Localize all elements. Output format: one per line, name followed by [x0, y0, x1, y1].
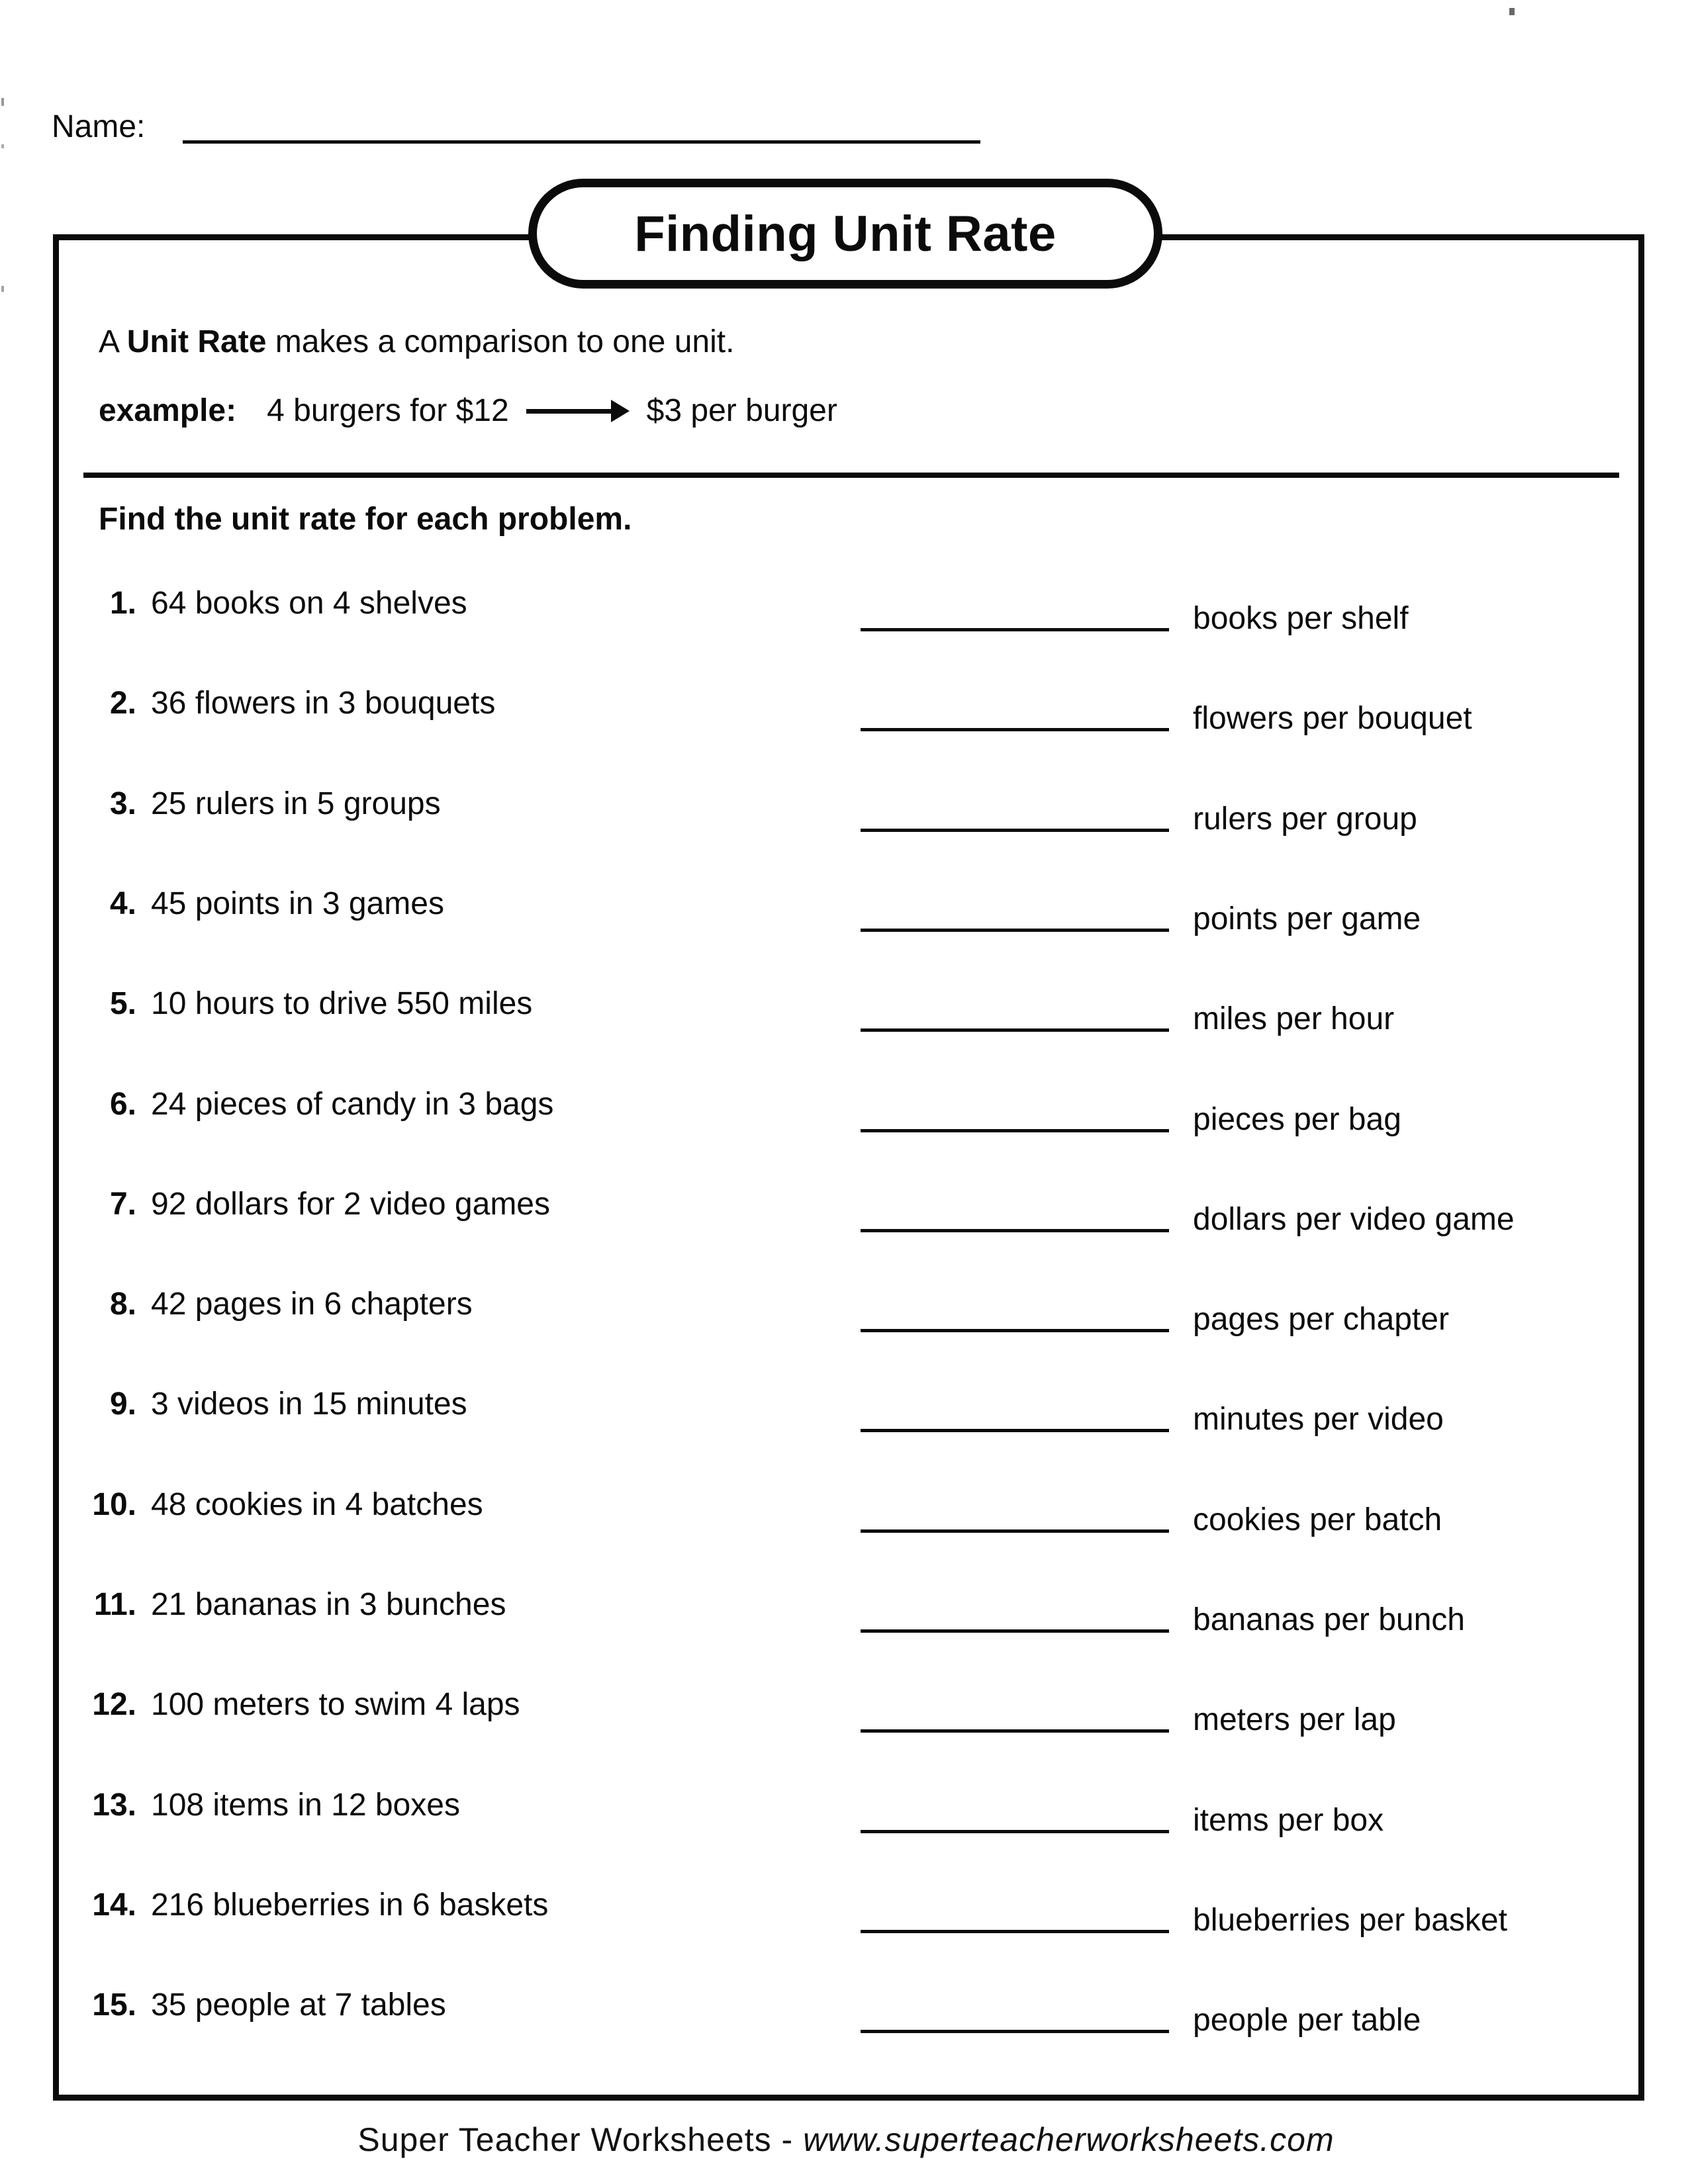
name-blank-line: [183, 140, 980, 144]
answer-blank-line: [861, 628, 1169, 631]
answer-blank-line: [861, 1729, 1169, 1733]
problem-number: 5.: [109, 986, 136, 1021]
example-label: example:: [99, 393, 237, 428]
unit-rate-definition: [99, 326, 734, 358]
definition-term: Unit Rate: [126, 324, 267, 359]
scan-artifact: [1, 144, 4, 148]
answer-blank-line: [861, 1129, 1169, 1132]
answer-blank-line: [861, 1028, 1169, 1032]
problem-number: 14.: [92, 1888, 136, 1923]
answer-blank-line: [861, 1429, 1169, 1432]
unit-label: pages per chapter: [1193, 1302, 1449, 1337]
definition-suffix: makes a comparison to one unit.: [266, 324, 735, 359]
unit-label: minutes per video: [1193, 1402, 1444, 1437]
answer-blank-line: [861, 728, 1169, 731]
scan-artifact: [1, 286, 4, 292]
problem-number: 8.: [109, 1287, 136, 1322]
unit-label: items per box: [1193, 1803, 1384, 1838]
problem-text: 64 books on 4 shelves: [151, 586, 467, 621]
answer-blank-line: [861, 1529, 1169, 1533]
problem-number: 15.: [92, 1987, 136, 2023]
problem-number: 13.: [92, 1788, 136, 1823]
problem-number: 6.: [109, 1087, 136, 1122]
example-row: [99, 395, 837, 427]
section-divider-line: [83, 473, 1619, 478]
problem-text: 48 cookies in 4 batches: [151, 1487, 483, 1522]
title-banner: [528, 179, 1162, 289]
unit-label: points per game: [1193, 901, 1421, 936]
unit-label: books per shelf: [1193, 601, 1409, 636]
arrow-head: [611, 400, 630, 422]
answer-blank-line: [861, 1830, 1169, 1833]
problem-text: 36 flowers in 3 bouquets: [151, 686, 496, 721]
problem-number: 7.: [109, 1187, 136, 1222]
arrow-shaft: [526, 409, 611, 414]
answer-blank-line: [861, 1229, 1169, 1232]
problem-number: 10.: [92, 1487, 136, 1522]
scan-artifact: [1, 98, 4, 106]
unit-label: cookies per batch: [1193, 1502, 1442, 1537]
problem-number: 4.: [109, 886, 136, 921]
problem-text: 108 items in 12 boxes: [151, 1788, 460, 1823]
problem-number: 12.: [92, 1687, 136, 1722]
page-title: Finding Unit Rate: [634, 205, 1057, 262]
problem-text: 25 rulers in 5 groups: [151, 786, 441, 821]
problem-text: 42 pages in 6 chapters: [151, 1287, 473, 1322]
unit-label: meters per lap: [1193, 1702, 1396, 1737]
unit-label: pieces per bag: [1193, 1102, 1401, 1137]
unit-label: miles per hour: [1193, 1001, 1395, 1036]
footer-site-url: www.superteacherworksheets.com: [803, 2121, 1335, 2158]
unit-label: rulers per group: [1193, 801, 1417, 837]
problem-text: 45 points in 3 games: [151, 886, 444, 921]
problem-text: 10 hours to drive 550 miles: [151, 986, 533, 1021]
answer-blank-line: [861, 2030, 1169, 2033]
scan-artifact: [1509, 8, 1515, 15]
answer-blank-line: [861, 829, 1169, 832]
problem-text: 100 meters to swim 4 laps: [151, 1687, 520, 1722]
unit-label: people per table: [1193, 2003, 1421, 2038]
problem-text: 35 people at 7 tables: [151, 1987, 446, 2023]
answer-blank-line: [861, 1329, 1169, 1332]
unit-label: bananas per bunch: [1193, 1602, 1465, 1637]
instructions-text: Find the unit rate for each problem.: [99, 502, 632, 537]
problem-text: 216 blueberries in 6 baskets: [151, 1888, 549, 1923]
answer-blank-line: [861, 929, 1169, 932]
problem-number: 1.: [109, 586, 136, 621]
answer-blank-line: [861, 1629, 1169, 1633]
problem-text: 92 dollars for 2 video games: [151, 1187, 550, 1222]
unit-label: dollars per video game: [1193, 1202, 1515, 1237]
problem-text: 24 pieces of candy in 3 bags: [151, 1087, 554, 1122]
definition-prefix: A: [99, 324, 127, 359]
problem-text: 3 videos in 15 minutes: [151, 1387, 467, 1422]
unit-label: blueberries per basket: [1193, 1903, 1507, 1938]
problem-number: 9.: [109, 1387, 136, 1422]
right-arrow-icon: [526, 400, 630, 422]
example-problem: 4 burgers for $12: [267, 393, 509, 428]
problem-number: 11.: [93, 1587, 136, 1622]
footer-site-name: Super Teacher Worksheets -: [357, 2121, 804, 2158]
example-answer: $3 per burger: [646, 393, 837, 428]
unit-label: flowers per bouquet: [1193, 701, 1472, 736]
name-label: Name:: [52, 109, 146, 144]
problem-number: 2.: [109, 686, 136, 721]
answer-blank-line: [861, 1930, 1169, 1933]
problem-number: 3.: [109, 786, 136, 821]
problem-text: 21 bananas in 3 bunches: [151, 1587, 506, 1622]
footer-credit: [0, 2123, 1692, 2156]
